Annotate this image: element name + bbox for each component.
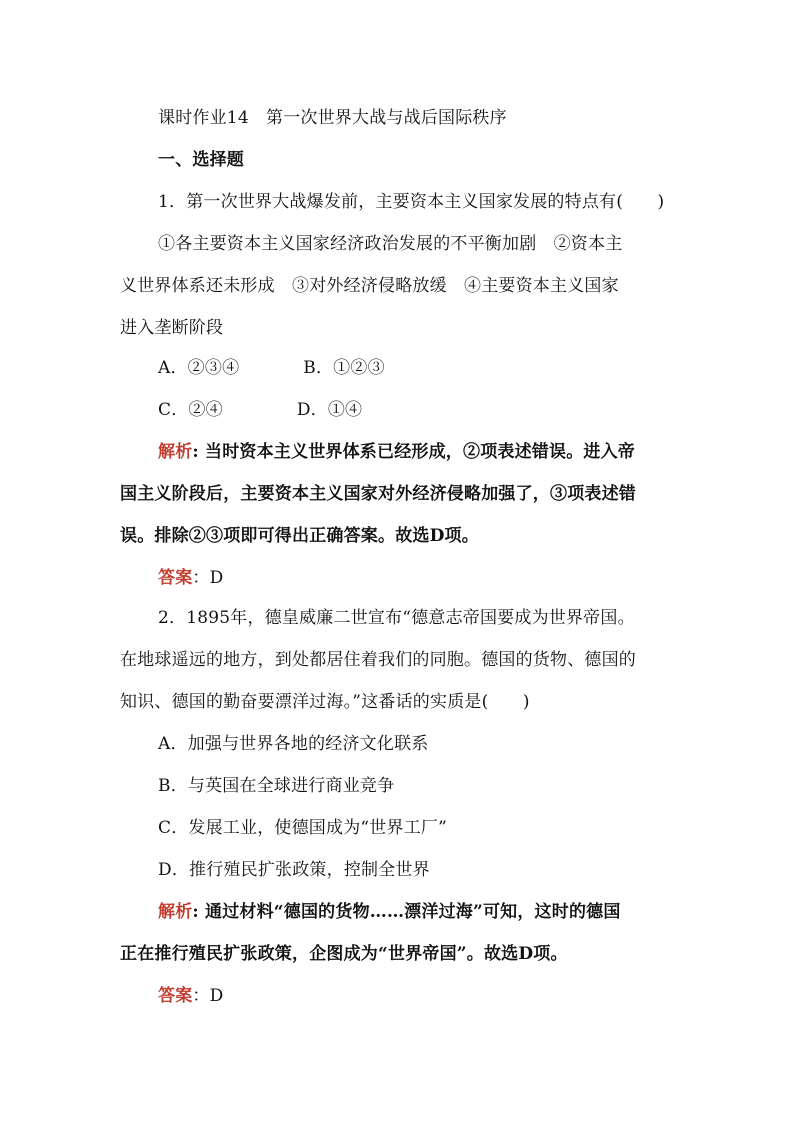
q2-analysis-label: 解析 xyxy=(158,902,193,922)
page-title: 课时作业14 第一次世界大战与战后国际秩序 xyxy=(158,108,507,128)
q1-option-d: D．①④ xyxy=(296,400,363,420)
q1-answer-label: 答案 xyxy=(158,568,193,588)
q1-analysis-line-1 xyxy=(158,442,635,462)
q2-analysis-line-1 xyxy=(158,902,621,922)
q1-option-a: A．②③④ xyxy=(158,358,240,378)
q1-answer xyxy=(158,568,223,588)
q2-option-b: B．与英国在全球进行商业竞争 xyxy=(158,776,395,796)
q2-option-c: C．发展工业，使德国成为“世界工厂” xyxy=(158,818,447,838)
q2-analysis-line-2: 正在推行殖民扩张政策，企图成为“世界帝国”。故选D项。 xyxy=(120,944,568,964)
q2-stem-line-1: 2．1895年，德皇威廉二世宣布“德意志帝国要成为世界帝国。 xyxy=(158,608,635,628)
q1-analysis-line-2: 国主义阶段后，主要资本主义国家对外经济侵略加强了，③项表述错 xyxy=(120,484,636,504)
q1-answer-value: ：D xyxy=(192,568,224,588)
q2-answer-value: ：D xyxy=(192,986,224,1006)
q1-analysis-text-1: : 当时资本主义世界体系已经形成，②项表述错误。进入帝 xyxy=(192,442,635,462)
q2-answer xyxy=(158,986,223,1006)
q1-analysis-label: 解析 xyxy=(158,442,193,462)
q2-answer-label: 答案 xyxy=(158,986,193,1006)
q1-analysis-line-3: 误。排除②③项即可得出正确答案。故选D项。 xyxy=(120,526,479,546)
q2-stem-line-3: 知识、德国的勤奋要漂洋过海。”这番话的实质是( ) xyxy=(120,692,530,712)
q2-analysis-text-1: : 通过材料“德国的货物……漂洋过海”可知，这时的德国 xyxy=(192,902,621,922)
q1-stem-line-2: ①各主要资本主义国家经济政治发展的不平衡加剧 ②资本主 xyxy=(158,234,623,254)
q2-stem-line-2: 在地球遥远的地方，到处都居住着我们的同胞。德国的货物、德国的 xyxy=(120,650,636,670)
q2-option-a: A．加强与世界各地的经济文化联系 xyxy=(158,734,429,754)
q1-option-c: C．②④ xyxy=(158,400,223,420)
section-heading: 一、选择题 xyxy=(158,150,244,170)
q1-options-row-2 xyxy=(158,400,362,420)
q2-option-d: D．推行殖民扩张政策，控制全世界 xyxy=(158,860,430,880)
q1-option-b: B．①②③ xyxy=(303,358,385,378)
q1-stem-line-3: 义世界体系还未形成 ③对外经济侵略放缓 ④主要资本主义国家 xyxy=(120,276,619,296)
q1-options-row-1 xyxy=(158,358,385,378)
q1-stem-line-4: 进入垄断阶段 xyxy=(120,318,224,338)
q1-stem-line-1: 1．第一次世界大战爆发前，主要资本主义国家发展的特点有( ) xyxy=(158,192,665,212)
